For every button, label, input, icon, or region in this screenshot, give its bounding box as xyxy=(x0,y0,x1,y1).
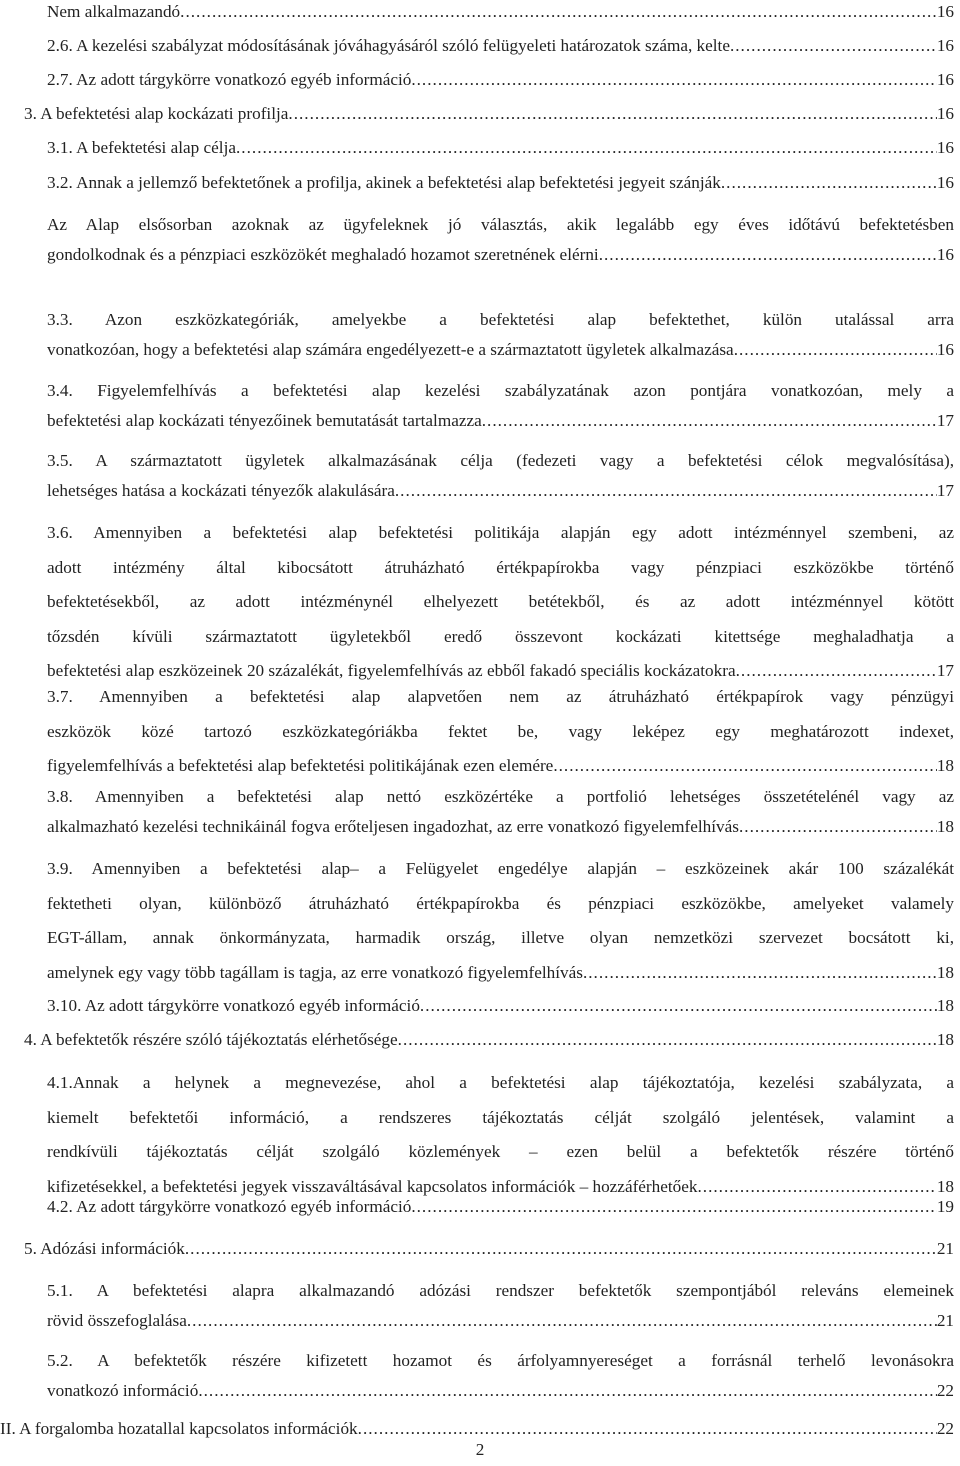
toc-entry-page: 18 xyxy=(936,962,954,982)
page-number: 2 xyxy=(475,1440,485,1459)
dot-leader xyxy=(198,1376,937,1406)
toc-entry[interactable] xyxy=(47,446,954,506)
toc-entry[interactable] xyxy=(24,1234,954,1264)
toc-entry-page: 16 xyxy=(936,104,954,123)
toc-entry-title: 3.9. Amennyiben a befektetési alap– a Felügyelet engedélye alapján – eszközeinek akár 100 százalékát xyxy=(47,859,954,878)
toc-entry-title: 4. A befektetők részére szóló tájékoztatás elérhetősége xyxy=(24,1030,398,1049)
toc-entry-page: 16 xyxy=(936,173,954,192)
toc-entry-title: 3.10. Az adott tárgykörre vonatkozó egyéb információ xyxy=(47,996,420,1015)
toc-entry-title: 3.5. A származtatott ügyletek alkalmazásának célja (fedezeti vagy a befektetési célok megvalósítása), xyxy=(47,451,954,470)
dot-leader xyxy=(553,749,937,784)
toc-entry-page: 18 xyxy=(936,817,954,836)
toc-entry-title: 3.1. A befektetési alap célja xyxy=(47,138,236,157)
toc-entry-title: kifizetésekkel, a befektetési jegyek visszaváltásával kapcsolatos információk – hozzáférhetőek xyxy=(47,1176,698,1196)
toc-entry-title: 4.2. Az adott tárgykörre vonatkozó egyéb információ xyxy=(47,1197,412,1216)
toc-entry-page: 16 xyxy=(936,138,954,157)
toc-entry-title: 3.7. Amennyiben a befektetési alap alapvetően nem az átruházható értékpapírok vagy pénzügyi xyxy=(47,687,954,706)
toc-entry-page: 21 xyxy=(936,1311,954,1330)
toc-entry-title: 5. Adózási információk xyxy=(24,1239,185,1258)
toc-entry[interactable] xyxy=(47,65,954,95)
toc-entry-page: 16 xyxy=(936,340,954,359)
dot-leader xyxy=(482,406,937,436)
toc-entry-title: kiemelt befektetői információ, a rendszeres tájékoztatás célját szolgáló jelentések, valamint a xyxy=(47,1107,954,1127)
dot-leader xyxy=(739,812,937,842)
toc-entry-title: lehetséges hatása a kockázati tényezők alakulására xyxy=(47,481,395,500)
toc-entry[interactable] xyxy=(47,168,954,198)
dot-leader xyxy=(583,956,937,991)
toc-entry-title: vonatkozóan, hogy a befektetési alap számára engedélyezett-e a származtatott ügyletek alkalmazása xyxy=(47,340,734,359)
toc-entry-page: 16 xyxy=(936,70,954,89)
toc-entry[interactable] xyxy=(47,305,954,365)
toc-entry-title: 4.1.Annak a helynek a megnevezése, ahol a befektetési alap tájékoztatója, kezelési szabályzata, a xyxy=(47,1073,954,1092)
toc-entry[interactable] xyxy=(47,852,954,990)
toc-entry[interactable] xyxy=(47,0,954,27)
dot-leader xyxy=(288,99,936,129)
toc-entry-title: 3. A befektetési alap kockázati profilja xyxy=(24,104,289,123)
toc-entry[interactable] xyxy=(47,1276,954,1336)
dot-leader xyxy=(180,0,937,27)
toc-entry-title: adott intézmény által kibocsátott átruházható értékpapírokba vagy pénzpiaci eszközökbe történő xyxy=(47,557,954,577)
toc-entry-page: 18 xyxy=(936,1176,954,1196)
toc-entry[interactable] xyxy=(47,31,954,61)
toc-entry-title: eszközök közé tartozó eszközkategóriákba fektet be, vagy leképez egy meghatározott indexet, xyxy=(47,721,954,741)
toc-entry-title: amelynek egy vagy több tagállam is tagja, az erre vonatkozó figyelemfelhívás xyxy=(47,962,583,982)
toc-entry-title: vonatkozó információ xyxy=(47,1381,199,1400)
toc-entry-page: 16 xyxy=(936,36,954,55)
toc-entry-title: 2.7. Az adott tárgykörre vonatkozó egyéb információ xyxy=(47,70,412,89)
toc-entry-title: 3.8. Amennyiben a befektetési alap nettó eszközértéke a portfolió lehetséges összetételénél vagy az xyxy=(47,787,954,806)
toc-entry-page: 18 xyxy=(936,1030,954,1049)
toc-entry-title: Nem alkalmazandó xyxy=(47,2,181,21)
toc-entry-title: gondolkodnak és a pénzpiaci eszközökét meghaladó hozamot szeretnének elérni xyxy=(47,245,599,264)
toc-entry-title: fektetheti olyan, különböző átruházható értékpapírokba és pénzpiaci eszközökbe, amelyeket valamely xyxy=(47,893,954,913)
toc-entry[interactable] xyxy=(47,680,954,784)
toc-entry-title: 3.6. Amennyiben a befektetési alap befektetési politikája alapján egy adott intézménnyel szembeni, az xyxy=(47,523,954,542)
toc-entry-title: 3.4. Figyelemfelhívás a befektetési alap kezelési szabályzatának azon pontjára vonatkozóan, mely a xyxy=(47,381,954,400)
dot-leader xyxy=(398,1025,937,1055)
toc-entry-title: figyelemfelhívás a befektetési alap befektetési politikájának ezen elemére xyxy=(47,756,554,775)
toc-entry-page: 21 xyxy=(936,1239,954,1258)
toc-entry[interactable] xyxy=(47,516,954,689)
dot-leader xyxy=(411,1192,936,1222)
dot-leader xyxy=(420,991,937,1021)
dot-leader xyxy=(395,476,937,506)
toc-entry-title: befektetési alap kockázati tényezőinek bemutatását tartalmazza xyxy=(47,411,482,430)
toc-entry-page: 22 xyxy=(936,1419,954,1438)
dot-leader xyxy=(185,1234,937,1264)
toc-entry-title: befektetési alap eszközeinek 20 százalékát, figyelemfelhívás az ebből fakadó speciális kockázatokra xyxy=(47,661,736,680)
toc-entry-title: befektetésekből, az adott intézménynél elhelyezett betétekből, és az adott intézménnyel kötött xyxy=(47,592,954,611)
toc-entry[interactable] xyxy=(47,210,954,270)
dot-leader xyxy=(734,335,937,365)
dot-leader xyxy=(236,133,937,163)
toc-entry-title: EGT-állam, annak önkormányzata, harmadik ország, illetve olyan nemzetközi szervezet bocsátott ki, xyxy=(47,928,954,947)
toc-entry[interactable] xyxy=(47,1066,954,1204)
toc-entry[interactable] xyxy=(24,1025,954,1055)
toc-entry-page: 16 xyxy=(936,245,954,264)
toc-entry-title: 5.2. A befektetők részére kifizetett hozamot és árfolyamnyereséget a forrásnál terhelő levonásokra xyxy=(47,1351,954,1370)
toc-entry-title: II. A forgalomba hozatallal kapcsolatos információk xyxy=(0,1419,358,1438)
toc-entry-page: 22 xyxy=(936,1381,954,1400)
toc-entry-title: alkalmazható kezelési technikáinál fogva erőteljesen ingadozhat, az erre vonatkozó figyelemfelhívás xyxy=(47,817,739,836)
dot-leader xyxy=(187,1306,937,1336)
toc-entry[interactable] xyxy=(24,99,954,129)
toc-entry[interactable] xyxy=(47,991,954,1021)
toc-entry-title: rövid összefoglalása xyxy=(47,1311,187,1330)
toc-entry[interactable] xyxy=(47,376,954,436)
dot-leader xyxy=(599,240,937,270)
toc-entry[interactable] xyxy=(47,133,954,163)
toc-entry-page: 17 xyxy=(936,661,954,680)
toc-entry[interactable] xyxy=(47,1192,954,1222)
toc-entry-title: 5.1. A befektetési alapra alkalmazandó adózási rendszer befektetők szempontjából releváns elemeinek xyxy=(47,1281,954,1300)
toc-entry-page: 18 xyxy=(936,996,954,1015)
toc-entry-page: 18 xyxy=(936,756,954,775)
toc-entry-title: 3.2. Annak a jellemző befektetőnek a profilja, akinek a befektetési alap befektetési jegyeit szánják xyxy=(47,173,721,192)
dot-leader xyxy=(411,65,936,95)
toc-entry[interactable] xyxy=(47,1346,954,1406)
toc-entry-title: 2.6. A kezelési szabályzat módosításának jóváhagyásáról szóló felügyeleti határozatok száma, kelte xyxy=(47,36,730,55)
toc-entry-page: 17 xyxy=(936,481,954,500)
dot-leader xyxy=(730,31,937,61)
toc-entry-title: rendkívüli tájékoztatás célját szolgáló közlemények – ezen belül a befektetők részére történő xyxy=(47,1142,954,1161)
dot-leader xyxy=(721,168,937,198)
toc-entry-page: 17 xyxy=(936,411,954,430)
toc-entry-page: 19 xyxy=(936,1197,954,1216)
toc-entry-title: 3.3. Azon eszközkategóriák, amelyekbe a befektetési alap befektethet, külön utalással arra xyxy=(47,310,954,329)
toc-entry-page: 16 xyxy=(936,2,954,21)
toc-entry-title: Az Alap elsősorban azoknak az ügyfeleknek jó választás, akik legalább egy éves időtávú befektetésben xyxy=(47,215,954,234)
toc-entry[interactable] xyxy=(47,782,954,842)
toc-entry-title: tőzsdén kívüli származtatott ügyletekből eredő összevont kockázati kitettsége meghaladhatja a xyxy=(47,626,954,646)
